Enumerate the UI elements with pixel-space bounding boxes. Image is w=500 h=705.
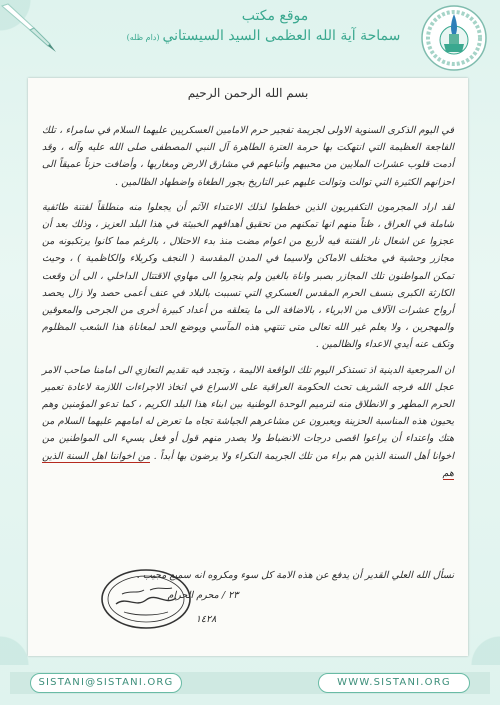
letter-paper <box>28 78 468 656</box>
basmala: بسم الله الرحمن الرحيم <box>187 86 309 100</box>
date-year: ١٤٢٨ <box>195 614 217 625</box>
site-title: موقع مكتب <box>241 8 309 24</box>
date-hijri: ٢٣ / محرم الحرام <box>167 590 239 601</box>
office-logo-icon[interactable] <box>420 4 488 72</box>
email-link[interactable]: SISTANI@SISTANI.ORG <box>30 673 182 693</box>
letter-body <box>42 122 454 490</box>
paragraph-3-text: ان المرجعية الدينية اذ تستذكر اليوم تلك الواقعة الاليمة ، وتجدد فيه تقديم التعازي الى امامنا صاحب الامر عجل الله فرجه الشريف تحث الحكومة العراقية على الاسراع في اتخاذ الاجراءات اللازمة لاعادة تعمير الحرم المطهر و الانطلاق منه لترميم الوحدة الوطنية بين ابناء هذا البلد الكريم ، كما تدعو المؤمنين وهم يحيون هذه المناسبة الحزينة ويعبرون عن مشاعرهم الجياشة تجاه ما تعرض له امامهم عليهما السلام من هتك واعتداء أن يراعوا اقصى درجات الانضباط ولا يصدر منهم قول أو فعل يسيء الى المواطنين من اخوانا أهل السنة الذين هم براء من تلك الجريمة النكراء ولا يرضون بها أبداً . <box>42 364 454 462</box>
site-subtitle-name: سماحة آية الله العظمى السيد السيستاني <box>162 28 401 44</box>
website-link[interactable]: WWW.SISTANI.ORG <box>318 673 470 693</box>
site-subtitle <box>112 28 412 44</box>
closing-prayer: نسأل الله العلي القدير أن يدفع عن هذه الامة كل سوء ومكروه انه سميع مجيب . <box>136 570 454 581</box>
paragraph-2: لقد اراد المجرمون التكفيريون الذين خططوا لذلك الاعتداء الآثم أن يجعلوا منه منطلقاً لفتنة طائفية شاملة في العراق ، ظناً منهم انها تمكنهم من تحقيق أهدافهم الخبيثة في هذا البلد العزيز ، وذلك بعد أن عجزوا عن اشعال نار الفتنة فيه لأربع من اعوام مضت منذ بدء الاحتلال ، بالرغم مما كانوا يرتكبونه من مجازر وحشية في مختلف الاماكن ولاسيما في المدن المقدسة ( النجف وكربلاء والكاظمية ) ، وحيث تمكن المواطنون تلك المجازر بصبر واناة بالغين ولم ينجروا الى مهاوي الاقتتال الداخلي ، الى أن وقعت الكارثة الكبرى بنسف الحرم المقدس العسكري التي تسببت بالبلاد في عنف أعمى حصد ولا زال يحصد أرواح عشرات الآلاف من الابرياء ، بالاضافة الى ما يتعلقه من أعداد كبيرة أخرى من الجرحى والمعوقين والمهجرين ، ولا يعلم غير الله تعالى متى تنتهي هذه المآسي ويوضع الحد لمعاناة هذا الشعب المظلوم وتكف عنه أيدي الاعداء والظالمين . <box>42 201 454 351</box>
footer <box>0 664 500 705</box>
paragraph-1: في اليوم الذكرى السنوية الاولى لجريمة تفجير حرم الامامين العسكريين عليهما السلام في سامراء ، تلك الفاجعة العظيمة التي انتهكت بها حرمة العترة الطاهرة آل النبي المصطفى صلى الله عليه وآله ، وقد أدمت قلوب عشرات الملايين من محبيهم وأتباعهم في مشارق الارض ومغاربها ، وأضافت حزناً عميقاً الى احزانهم الكثيرة التي توالت وتوالت عليهم عبر التاريخ بجور الطغاة واضطهاد الظالمين . <box>42 125 454 188</box>
header <box>0 0 500 78</box>
quill-pen-icon <box>0 2 60 54</box>
paragraph-3 <box>42 362 454 482</box>
office-seal-stamp <box>100 568 192 630</box>
honorific: (دام ظله) <box>126 33 160 42</box>
highlighted-phrase: من اخواننا اهل السنة الذين هم <box>42 450 454 479</box>
